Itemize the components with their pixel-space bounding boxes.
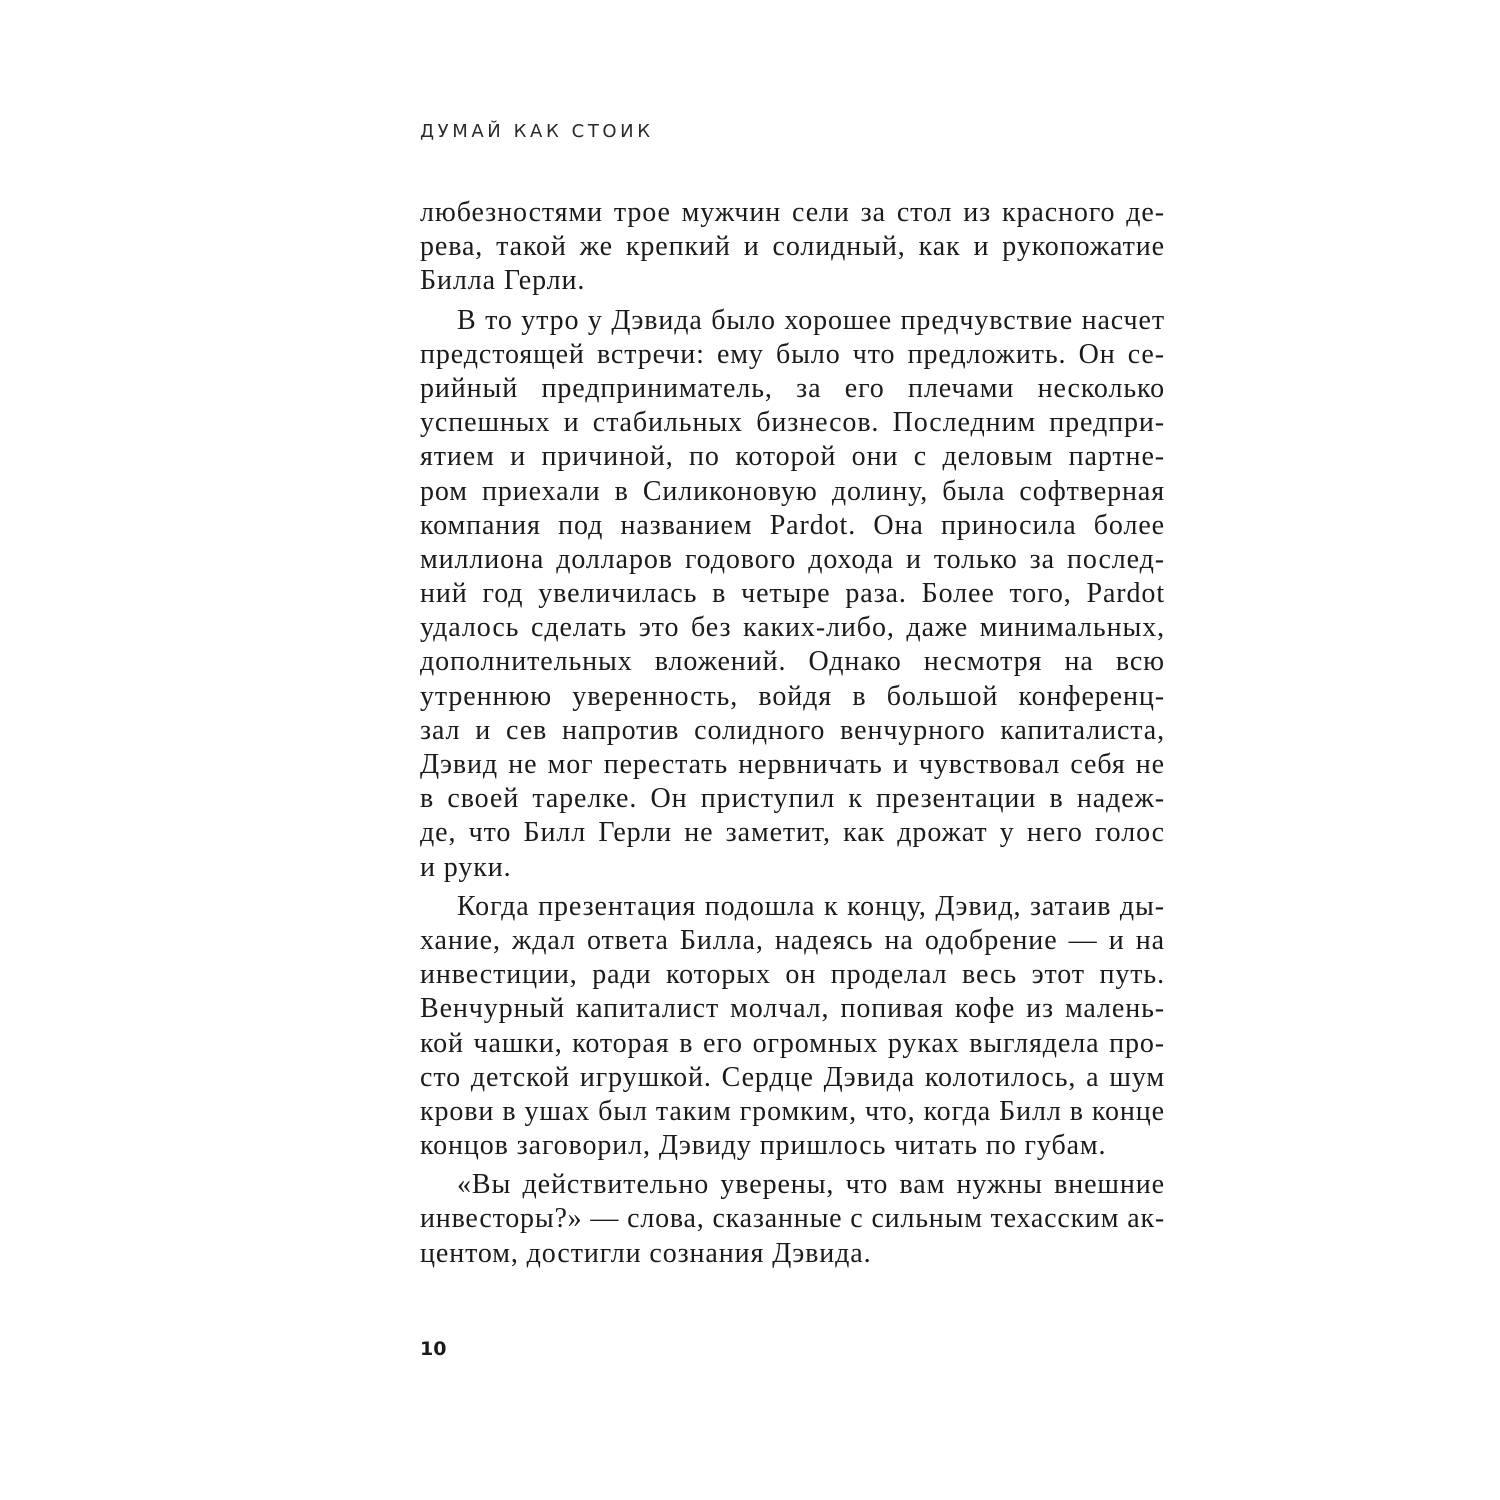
text-line: в своей тарелке. Он приступил к презентации в надеж- xyxy=(420,783,1165,815)
text-line: компания под названием Pardot. Она приносила более xyxy=(420,509,1165,541)
paragraph xyxy=(420,890,1165,1164)
text-line: зал и сев напротив солидного венчурного капиталиста, xyxy=(420,714,1165,746)
text-line: ний год увеличилась в четыре раза. Более того, Pardot xyxy=(420,578,1165,610)
text-line: крови в ушах был таким громким, что, когда Билл в конце xyxy=(420,1095,1165,1127)
running-head-title: ДУМАЙ КАК СТОИК xyxy=(420,121,654,142)
page-number: 10 xyxy=(420,1338,447,1360)
body-text xyxy=(420,196,1165,1271)
text-line: предстоящей встречи: ему было что предложить. Он се- xyxy=(420,338,1165,370)
text-line: де, что Билл Герли не заметит, как дрожат у него голос xyxy=(420,817,1165,849)
text-line: Дэвид не мог перестать нервничать и чувствовал себя не xyxy=(420,749,1165,780)
text-line: рийный предприниматель, за его плечами несколько xyxy=(420,372,1165,404)
paragraph xyxy=(420,304,1165,885)
text-line: утреннюю уверенность, войдя в большой конференц- xyxy=(420,680,1165,712)
text-line: концов заговорил, Дэвиду пришлось читать по губам. xyxy=(420,1130,1107,1162)
text-line: ятием и причиной, по которой они с деловым партне- xyxy=(420,441,1165,473)
text-line: миллиона долларов годового дохода и только за послед- xyxy=(420,543,1165,575)
text-line: Венчурный капиталист молчал, попивая кофе из малень- xyxy=(420,993,1165,1025)
text-line: хание, ждал ответа Билла, надеясь на одобрение — и на xyxy=(420,924,1165,956)
text-line: В то утро у Дэвида было хорошее предчувствие насчет xyxy=(457,304,1165,336)
text-line: успешных и стабильных бизнесов. Последним предпри- xyxy=(420,407,1165,439)
text-line: рева, такой же крепкий и солидный, как и рукопожатие xyxy=(420,231,1165,263)
text-line: центом, достигли сознания Дэвида. xyxy=(420,1237,872,1269)
text-line: ром приехали в Силиконовую долину, была софтверная xyxy=(420,475,1165,507)
text-line: инвестиции, ради которых он проделал весь этот путь. xyxy=(420,959,1165,991)
text-line: инвесторы?» — слова, сказанные с сильным техасским ак- xyxy=(420,1203,1165,1235)
text-line: Билла Герли. xyxy=(420,265,586,297)
paragraph xyxy=(420,196,1165,299)
text-line: любезностями трое мужчин сели за стол из красного де- xyxy=(420,197,1165,228)
text-line: кой чашки, которая в его огромных руках выглядела про- xyxy=(420,1027,1165,1059)
text-line: дополнительных вложений. Однако несмотря на всю xyxy=(420,646,1165,678)
text-line: и руки. xyxy=(420,851,512,883)
text-line: сто детской игрушкой. Сердце Дэвида колотилось, а шум xyxy=(420,1061,1165,1093)
text-line: «Вы действительно уверены, что вам нужны внешние xyxy=(457,1169,1165,1201)
text-line: удалось сделать это без каких-либо, даже минимальных, xyxy=(420,612,1165,644)
text-line: Когда презентация подошла к концу, Дэвид, затаив ды- xyxy=(457,890,1165,922)
paragraph xyxy=(420,1168,1165,1271)
